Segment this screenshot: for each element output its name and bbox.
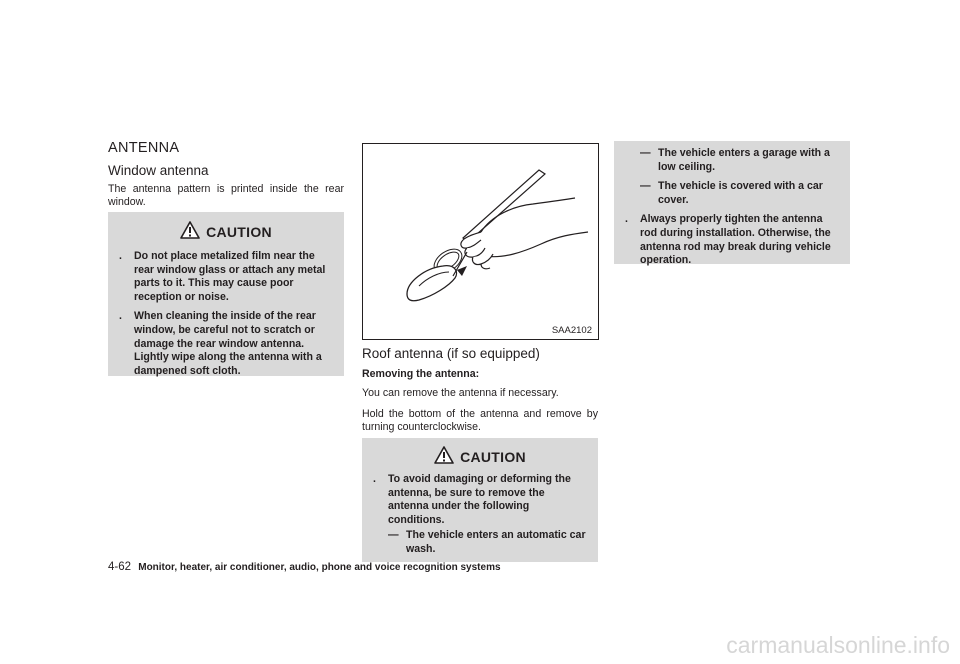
subsection-title-roof-antenna: Roof antenna (if so equipped) <box>362 346 540 361</box>
caution-item <box>362 473 588 527</box>
removing-antenna-heading: Removing the antenna: <box>362 368 480 380</box>
caution-subitem <box>640 147 840 174</box>
caution-item-text: When cleaning the inside of the rear window, be careful not to scratch or damage the rear window antenna. Lightly wipe along the antenna with a dampened soft cloth. <box>134 310 322 377</box>
caution-box-window-antenna <box>108 212 344 376</box>
caution-item-text: To avoid damaging or deforming the antenna, be sure to remove the antenna under the following conditions. <box>388 473 571 526</box>
caution-subitem <box>388 529 588 556</box>
page-number: 4-62 <box>108 561 132 573</box>
bullet-mark: . <box>625 213 628 226</box>
dash-mark: — <box>388 529 399 542</box>
page-footer <box>108 561 501 573</box>
remove-paragraph-1: You can remove the antenna if necessary. <box>362 387 559 399</box>
watermark: carmanualsonline.info <box>726 632 950 658</box>
caution-subitem <box>640 180 840 207</box>
dash-mark: — <box>640 147 651 159</box>
bullet-mark: . <box>119 250 122 262</box>
caution-item <box>614 213 840 267</box>
window-antenna-intro: The antenna pattern is printed inside the rear window. <box>108 183 344 208</box>
caution-heading: CAUTION <box>460 449 526 465</box>
caution-box-roof-antenna <box>362 438 598 562</box>
bullet-mark: . <box>373 473 376 485</box>
remove-paragraph-2: Hold the bottom of the antenna and remove by turning counterclockwise. <box>362 408 598 433</box>
bullet-mark: . <box>119 310 122 323</box>
warning-icon <box>434 446 454 469</box>
caution-subitem-text: The vehicle is covered with a car cover. <box>658 180 823 206</box>
chapter-title: Monitor, heater, air conditioner, audio, phone and voice recognition systems <box>138 562 501 573</box>
caution-subitem-text: The vehicle enters an automatic car wash. <box>406 529 586 555</box>
caution-item-text: Always properly tighten the antenna rod during installation. Otherwise, the antenna rod may break during vehicle operation. <box>640 213 831 267</box>
caution-item <box>108 250 334 304</box>
caution-item-text: Do not place metalized film near the rear window glass or attach any metal parts to it. This may cause poor reception or noise. <box>134 250 326 303</box>
hand-removing-antenna-illustration <box>363 144 598 339</box>
dash-mark: — <box>640 180 651 193</box>
caution-subitem-text: The vehicle enters a garage with a low ceiling. <box>658 147 830 173</box>
section-title: ANTENNA <box>108 140 180 156</box>
roof-antenna-illustration <box>362 143 599 340</box>
caution-item <box>108 310 334 378</box>
caution-box-continued <box>614 141 850 267</box>
figure-id: SAA2102 <box>551 325 592 336</box>
caution-heading: CAUTION <box>206 224 272 240</box>
warning-icon <box>180 221 200 244</box>
subsection-title-window-antenna: Window antenna <box>108 163 209 178</box>
